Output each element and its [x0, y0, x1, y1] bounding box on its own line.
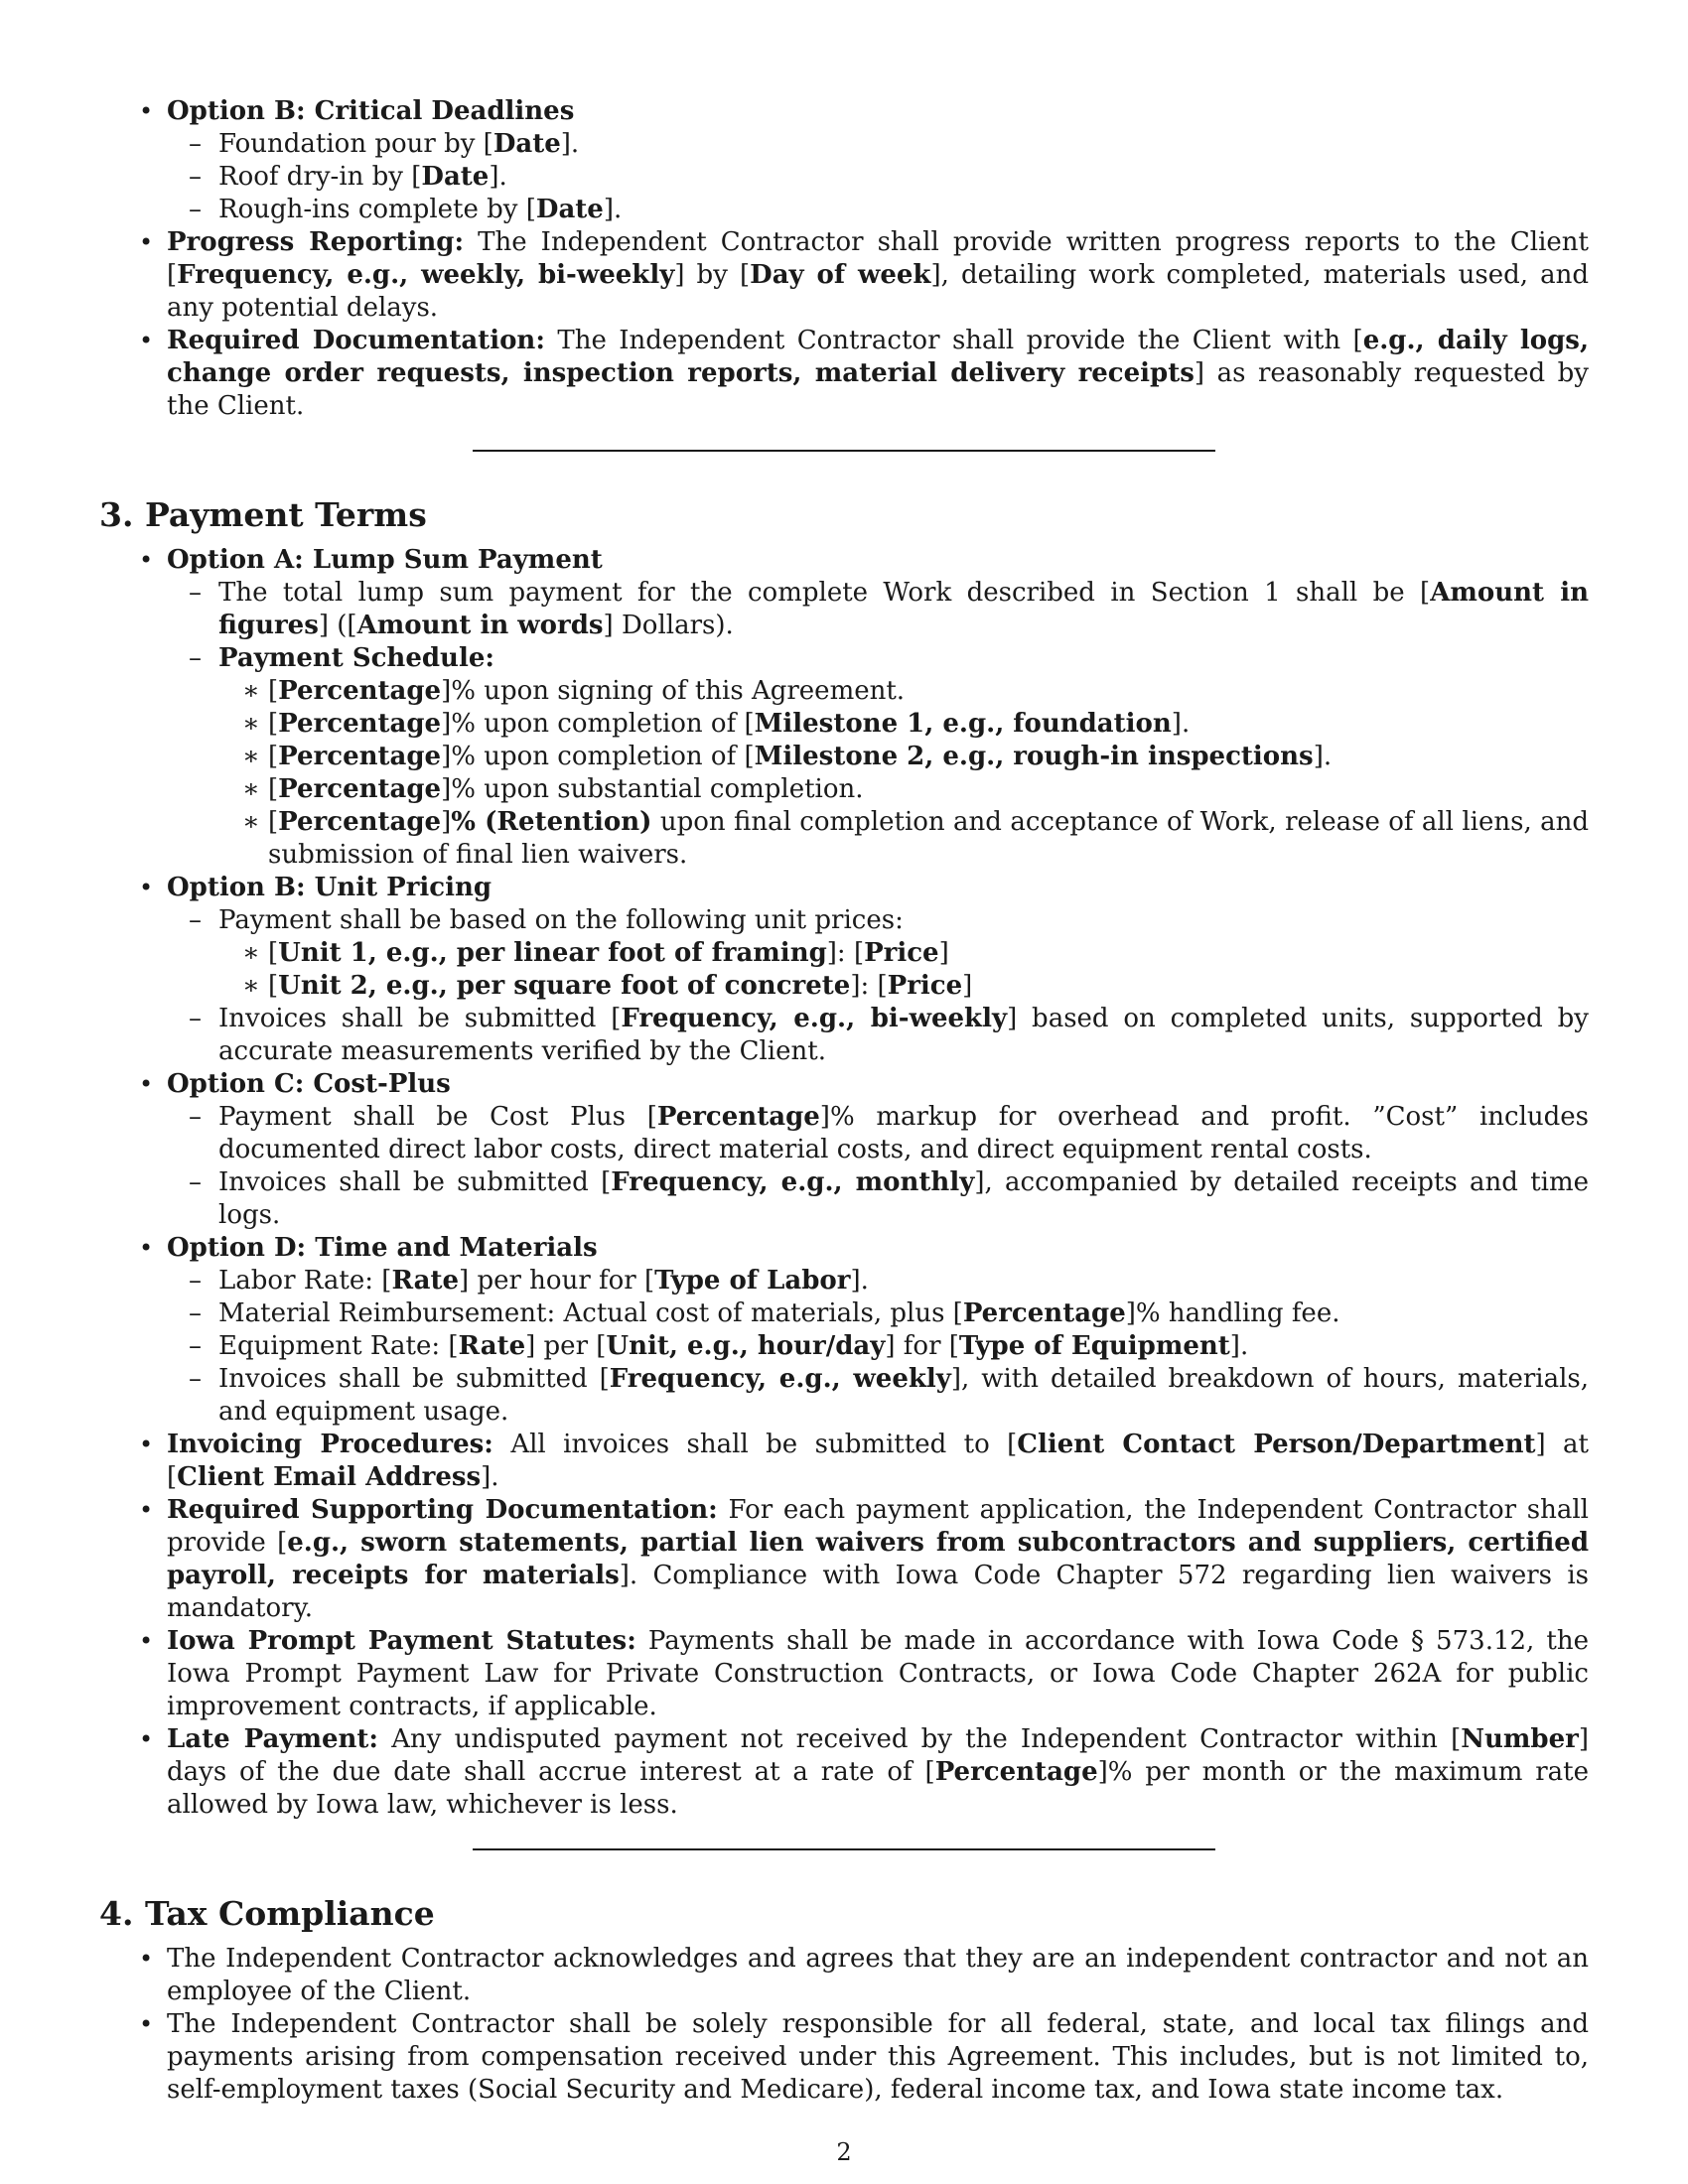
option-c-item: • Option C: Cost-Plus – Payment shall be Cost Plus [Percentage]% markup for overhead and profit. ”Cost” includes documented direct labor costs, direct material costs, and direct equipment rental costs. – Invoices shall be submitted [Frequency, e.g., monthly], accompanied by detailed receipts and time logs.: [99, 1068, 1589, 1232]
option-d-sublist: [159, 1265, 1589, 1429]
list-item: ∗ [Percentage]% (Retention) upon final completion and acceptance of Work, release of all liens, and submission of final lien waivers.: [218, 806, 1589, 872]
list-item: – Roof dry-in by [Date].: [159, 161, 1589, 194]
option-b-deadlines-title: Option B: Critical Deadlines: [167, 96, 575, 126]
list-item: – Invoices shall be submitted [Frequency, e.g., monthly], accompanied by detailed receipts and time logs.: [159, 1166, 1589, 1232]
option-b-item: • Option B: Unit Pricing – Payment shall be based on the following unit prices: ∗ [Unit 1, e.g., per linear foot of framing]: [Price] ∗ [Unit 2, e.g., per square foot of concrete]: [Price] – Invoices shall be submitted [Frequency, e.g., bi-weekly] based on completed units, supported by accurate measurements verified by the Client.: [99, 872, 1589, 1068]
required-documentation-item: • Required Documentation: The Independent Contractor shall provide the Client with [e.g., daily logs, change order requests, inspection reports, material delivery receipts] as reasonably requested by the Client.: [99, 325, 1589, 423]
list-item: – Labor Rate: [Rate] per hour for [Type of Labor].: [159, 1265, 1589, 1297]
list-item: ∗ [Percentage]% upon substantial completion.: [218, 773, 1589, 806]
list-item: – Material Reimbursement: Actual cost of materials, plus [Percentage]% handling fee.: [159, 1297, 1589, 1330]
document-page: [99, 95, 1589, 2107]
payment-terms-list: [99, 544, 1589, 1822]
invoicing-procedures-item: • Invoicing Procedures: All invoices shall be submitted to [Client Contact Person/Department] at [Client Email Address].: [99, 1429, 1589, 1494]
list-item: – Payment shall be Cost Plus [Percentage]% markup for overhead and profit. ”Cost” includes documented direct labor costs, direct material costs, and direct equipment rental costs.: [159, 1101, 1589, 1166]
list-item: – Invoices shall be submitted [Frequency, e.g., weekly], with detailed breakdown of hours, materials, and equipment usage.: [159, 1363, 1589, 1429]
payment-schedule-list: [218, 675, 1589, 872]
page-number: 2: [836, 2138, 852, 2166]
list-item: – Payment Schedule: ∗ [Percentage]% upon signing of this Agreement. ∗ [Percentage]% upon completion of [Milestone 1, e.g., foundation]. ∗ [Percentage]% upon completion of [Milestone 2, e.g., rough-in inspections]. ∗ [Percentage]% upon substantial completion. ∗ [Percentage]% (Retention) upon final completion and acceptance of Work, release of all liens, and submission of final lien waivers.: [159, 642, 1589, 872]
list-item: ∗ [Percentage]% upon signing of this Agreement.: [218, 675, 1589, 708]
prompt-payment-item: • Iowa Prompt Payment Statutes: Payments shall be made in accordance with Iowa Code § 573.12, the Iowa Prompt Payment Law for Private Construction Contracts, or Iowa Code Chapter 262A for public improvement contracts, if applicable.: [99, 1625, 1589, 1723]
list-item: • The Independent Contractor shall be solely responsible for all federal, state, and local tax filings and payments arising from compensation received under this Agreement. This includes, but is not limited to, self-employment taxes (Social Security and Medicare), federal income tax, and Iowa state income tax.: [99, 2008, 1589, 2107]
late-payment-item: • Late Payment: Any undisputed payment not received by the Independent Contractor within [Number] days of the due date shall accrue interest at a rate of [Percentage]% per month or the maximum rate allowed by Iowa law, whichever is less.: [99, 1723, 1589, 1822]
list-item: – Invoices shall be submitted [Frequency, e.g., bi-weekly] based on completed units, supported by accurate measurements verified by the Client.: [159, 1003, 1589, 1068]
list-item: • The Independent Contractor acknowledges and agrees that they are an independent contractor and not an employee of the Client.: [99, 1943, 1589, 2008]
list-item: – Payment shall be based on the following unit prices: ∗ [Unit 1, e.g., per linear foot of framing]: [Price] ∗ [Unit 2, e.g., per square foot of concrete]: [Price]: [159, 904, 1589, 1003]
list-item: – Equipment Rate: [Rate] per [Unit, e.g., hour/day] for [Type of Equipment].: [159, 1330, 1589, 1363]
section-2-continuation: [99, 95, 1589, 423]
list-item: [99, 95, 1589, 226]
section-4-heading: 4. Tax Compliance: [99, 1894, 435, 1933]
tax-compliance-list: [99, 1943, 1589, 2107]
unit-price-list: [218, 937, 1589, 1003]
list-item: ∗ [Percentage]% upon completion of [Milestone 1, e.g., foundation].: [218, 708, 1589, 741]
supporting-documentation-item: • Required Supporting Documentation: For each payment application, the Independent Contractor shall provide [e.g., sworn statements, partial lien waivers from subcontractors and suppliers, certified payroll, receipts for materials]. Compliance with Iowa Code Chapter 572 regarding lien waivers is mandatory.: [99, 1494, 1589, 1625]
option-c-sublist: [159, 1101, 1589, 1232]
list-item: ∗ [Unit 1, e.g., per linear foot of framing]: [Price]: [218, 937, 1589, 970]
option-d-item: • Option D: Time and Materials – Labor Rate: [Rate] per hour for [Type of Labor]. – Material Reimbursement: Actual cost of materials, plus [Percentage]% handling fee. – Equipment Rate: [Rate] per [Unit, e.g., hour/day] for [Type of Equipment]. – Invoices shall be submitted [Frequency, e.g., weekly], with detailed breakdown of hours, materials, and equipment usage.: [99, 1232, 1589, 1429]
list-item: – Rough-ins complete by [Date].: [159, 194, 1589, 226]
progress-reporting-item: • Progress Reporting: The Independent Contractor shall provide written progress reports to the Client [Frequency, e.g., weekly, bi-weekly] by [Day of week], detailing work completed, materials used, and any potential delays.: [99, 226, 1589, 325]
section-divider: [473, 450, 1215, 452]
list-item: – The total lump sum payment for the complete Work described in Section 1 shall be [Amount in figures] ([Amount in words] Dollars).: [159, 577, 1589, 642]
list-item: ∗ [Unit 2, e.g., per square foot of concrete]: [Price]: [218, 970, 1589, 1003]
list-item: ∗ [Percentage]% upon completion of [Milestone 2, e.g., rough-in inspections].: [218, 741, 1589, 773]
option-a-sublist: [159, 577, 1589, 872]
list-item: – Foundation pour by [Date].: [159, 128, 1589, 161]
section-divider: [473, 1848, 1215, 1850]
option-a-item: • Option A: Lump Sum Payment – The total lump sum payment for the complete Work described in Section 1 shall be [Amount in figures] ([Amount in words] Dollars). – Payment Schedule: ∗ [Percentage]% upon signing of this Agreement. ∗ [Percentage]% upon completion of [Milestone 1, e.g., foundation]. ∗ [Percentage]% upon completion of [Milestone 2, e.g., rough-in inspections]. ∗ [Percentage]% upon substantial completion. ∗ [Percentage]% (Retention) upon final completion and acceptance of Work, release of all liens, and submission of final lien waivers.: [99, 544, 1589, 872]
deadline-list: [159, 128, 1589, 226]
section-3-heading: 3. Payment Terms: [99, 495, 427, 534]
option-b-sublist: [159, 904, 1589, 1068]
